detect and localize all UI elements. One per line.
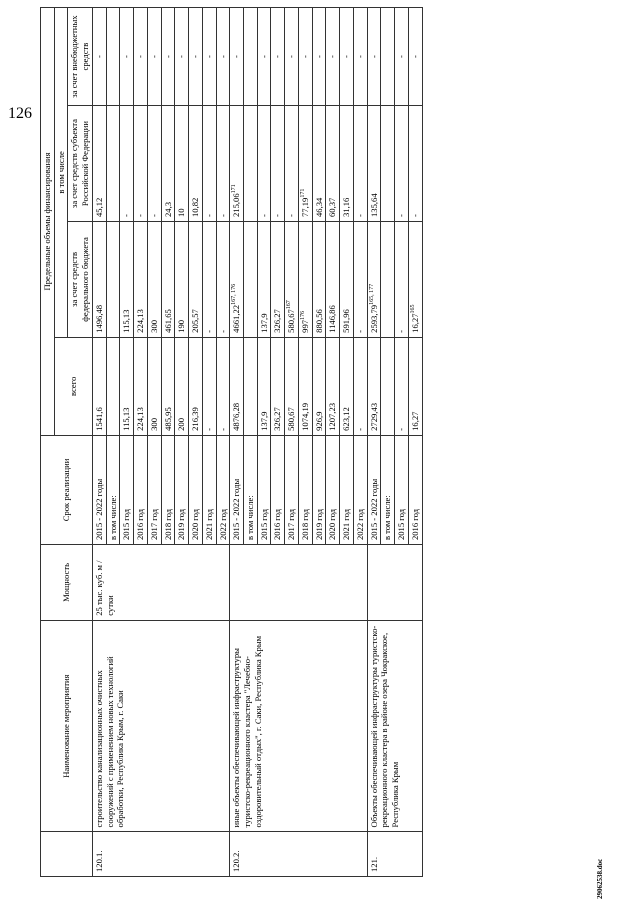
extra-cell-value: - [258, 55, 269, 58]
subject-cell [285, 106, 299, 222]
total-cell-value: 1074,19 [299, 402, 310, 431]
subject-cell-value: 60,37 [327, 197, 338, 217]
extra-cell [408, 8, 422, 106]
subject-cell-value: - [148, 214, 159, 217]
subject-cell [271, 106, 285, 222]
period-cell [326, 435, 340, 544]
period-cell-value: 2017 год [148, 508, 159, 541]
subject-cell-footnote: 171 [300, 188, 307, 198]
extra-cell [340, 8, 354, 106]
total-cell [353, 337, 367, 435]
total-cell-value: 623,12 [341, 407, 352, 431]
measure-name: строительство канализационных очистных сооружений с применением новых технологий обработки, Республика Крым, г. Саки [92, 620, 229, 832]
subject-cell-value: 215,06 [231, 193, 242, 217]
federal-cell [202, 221, 216, 337]
subject-cell-value: 24,3 [162, 201, 173, 217]
period-cell-value: в том числе: [245, 495, 256, 541]
federal-cell-value: 16,27 [409, 313, 420, 333]
period-cell [353, 435, 367, 544]
federal-cell [161, 221, 175, 337]
federal-cell [216, 221, 230, 337]
total-cell [340, 337, 354, 435]
total-cell [230, 337, 244, 435]
period-cell-value: 2021 год [203, 508, 214, 541]
subject-cell [161, 106, 175, 222]
period-cell [257, 435, 271, 544]
subject-cell [408, 106, 422, 222]
total-cell [395, 337, 409, 435]
row-number: 120.1. [92, 832, 229, 877]
period-cell-value: 2017 год [286, 508, 297, 541]
subject-cell-value: - [409, 214, 420, 217]
extra-cell [353, 8, 367, 106]
subject-cell [244, 106, 258, 222]
federal-cell-value: 190 [176, 319, 187, 333]
period-cell-value: 2019 год [176, 508, 187, 541]
total-cell-value: 485,95 [162, 407, 173, 431]
extra-cell [257, 8, 271, 106]
subject-cell-value: - [286, 214, 297, 217]
subject-cell-value: 45,12 [93, 197, 104, 217]
federal-cell-value: 1496,48 [93, 304, 104, 333]
federal-cell-footnote: 167, 176 [231, 283, 238, 305]
total-cell-value: 2729,43 [368, 402, 379, 431]
subject-cell-value: - [354, 214, 365, 217]
federal-cell [147, 221, 161, 337]
extra-cell-value: - [327, 55, 338, 58]
extra-cell [106, 8, 120, 106]
total-cell [244, 337, 258, 435]
extra-cell-value: - [203, 55, 214, 58]
subject-cell-value: 10,82 [190, 197, 201, 217]
period-cell [408, 435, 422, 544]
period-cell-value: 2022 год [217, 508, 228, 541]
total-cell-value: 326,27 [272, 407, 283, 431]
subject-cell-value: - [121, 214, 132, 217]
period-cell [381, 435, 395, 544]
federal-cell-value: 997 [299, 319, 310, 333]
document-id: 29062538.doc [596, 858, 604, 899]
subject-cell [134, 106, 148, 222]
period-cell [244, 435, 258, 544]
subject-cell [216, 106, 230, 222]
federal-cell-value: 4661,22 [231, 304, 242, 333]
subject-cell [230, 106, 244, 222]
total-cell-value: 200 [176, 417, 187, 431]
extra-cell [134, 8, 148, 106]
period-cell [120, 435, 134, 544]
total-cell-value: 926,9 [313, 411, 324, 431]
subject-cell-value: - [203, 214, 214, 217]
subject-cell-footnote: 171 [231, 184, 238, 194]
period-cell [92, 435, 106, 544]
extra-cell-value: - [176, 55, 187, 58]
federal-cell-value: - [396, 329, 407, 333]
federal-cell-value: 2593,79 [368, 304, 379, 333]
extra-cell-value: - [354, 55, 365, 58]
total-cell [285, 337, 299, 435]
period-cell [147, 435, 161, 544]
header-capacity: Мощность [41, 545, 93, 621]
extra-cell [147, 8, 161, 106]
page-number: 126 [8, 105, 32, 122]
period-cell-value: 2019 год [313, 508, 324, 541]
total-cell-value: 4876,28 [231, 402, 242, 431]
total-cell [298, 337, 312, 435]
period-cell [175, 435, 189, 544]
federal-cell [134, 221, 148, 337]
extra-cell-value: - [396, 55, 407, 58]
row-number: 120.2. [230, 832, 367, 877]
extra-cell [175, 8, 189, 106]
subject-cell [257, 106, 271, 222]
federal-cell [340, 221, 354, 337]
federal-cell [285, 221, 299, 337]
financing-table [40, 7, 423, 877]
subject-cell-value: 31,16 [341, 197, 352, 217]
total-cell-value: 16,27 [409, 411, 420, 431]
extra-cell [285, 8, 299, 106]
extra-cell [120, 8, 134, 106]
period-cell-value: 2018 год [162, 508, 173, 541]
subject-cell [326, 106, 340, 222]
extra-cell-value: - [368, 55, 379, 58]
subject-cell-value: - [396, 214, 407, 217]
period-cell [216, 435, 230, 544]
total-cell-value: 1207,23 [327, 402, 338, 431]
header-total: всего [54, 337, 92, 435]
extra-cell [216, 8, 230, 106]
period-cell [230, 435, 244, 544]
table-row [230, 8, 244, 877]
subject-cell [353, 106, 367, 222]
extra-cell [395, 8, 409, 106]
total-cell [271, 337, 285, 435]
federal-cell [298, 221, 312, 337]
extra-cell [367, 8, 381, 106]
total-cell [120, 337, 134, 435]
federal-cell-value: - [203, 329, 214, 333]
federal-cell [257, 221, 271, 337]
period-cell-value: 2021 год [341, 508, 352, 541]
period-cell [298, 435, 312, 544]
extra-cell [312, 8, 326, 106]
capacity: 25 тыс. куб. м / сутки [92, 545, 229, 621]
extra-cell [161, 8, 175, 106]
header-extra: за счет внебюджетных средств [68, 8, 92, 106]
subject-cell-value: 135,64 [368, 193, 379, 217]
period-cell-value: 2015 год [258, 508, 269, 541]
federal-cell [381, 221, 395, 337]
period-cell [367, 435, 381, 544]
federal-cell [326, 221, 340, 337]
subject-cell [312, 106, 326, 222]
extra-cell-value: - [341, 55, 352, 58]
subject-cell [395, 106, 409, 222]
row-number: 121. [367, 832, 422, 877]
total-cell [147, 337, 161, 435]
header-col-num [41, 832, 93, 877]
period-cell-value: 2018 год [299, 508, 310, 541]
federal-cell-value: 461,65 [162, 309, 173, 333]
total-cell-value: - [354, 428, 365, 431]
subject-cell-value: - [258, 214, 269, 217]
total-cell [175, 337, 189, 435]
header-period: Срок реализации [41, 435, 93, 544]
federal-cell [189, 221, 203, 337]
period-cell-value: 2016 год [409, 508, 420, 541]
federal-cell-value: - [217, 329, 228, 333]
total-cell-value: 224,13 [135, 407, 146, 431]
period-cell-value: 2016 год [135, 508, 146, 541]
extra-cell-value: - [409, 55, 420, 58]
extra-cell [271, 8, 285, 106]
total-cell [161, 337, 175, 435]
subject-cell-value: 77,19 [299, 197, 310, 217]
federal-cell [271, 221, 285, 337]
federal-cell-value: 115,13 [121, 309, 132, 333]
federal-cell [408, 221, 422, 337]
period-cell-value: 2020 год [190, 508, 201, 541]
extra-cell-value: - [286, 55, 297, 58]
subject-cell [202, 106, 216, 222]
subject-cell [92, 106, 106, 222]
subject-cell [106, 106, 120, 222]
extra-cell-value: - [121, 55, 132, 58]
federal-cell-value: 224,13 [135, 309, 146, 333]
total-cell [189, 337, 203, 435]
total-cell-value: 216,39 [190, 407, 201, 431]
total-cell [408, 337, 422, 435]
period-cell-value: в том числе: [382, 495, 393, 541]
period-cell [271, 435, 285, 544]
capacity [230, 545, 367, 621]
measure-name: иные объекты обеспечивающей инфраструктуры туристско-рекреационного кластера "Лечебно-оздоровительный отдых", г. Саки, Республика Крым [230, 620, 367, 832]
header-limit-title: Предельные объемы финансирования [41, 8, 55, 436]
header-federal: за счет средств федерального бюджета [68, 221, 92, 337]
extra-cell-value: - [217, 55, 228, 58]
header-subject: за счет средств субъекта Российской Федерации [68, 106, 92, 222]
federal-cell [175, 221, 189, 337]
subject-cell [120, 106, 134, 222]
extra-cell [326, 8, 340, 106]
total-cell [202, 337, 216, 435]
total-cell [367, 337, 381, 435]
table-row [92, 8, 106, 877]
federal-cell-footnote: 176 [300, 310, 307, 320]
federal-cell [92, 221, 106, 337]
total-cell [106, 337, 120, 435]
federal-cell-value: 137,9 [258, 313, 269, 333]
extra-cell-value: - [313, 55, 324, 58]
subject-cell [147, 106, 161, 222]
total-cell-value: 580,67 [286, 407, 297, 431]
extra-cell-value: - [135, 55, 146, 58]
extra-cell [381, 8, 395, 106]
period-cell-value: 2022 год [354, 508, 365, 541]
federal-cell-value: - [354, 329, 365, 333]
extra-cell-value: - [272, 55, 283, 58]
total-cell-value: - [203, 428, 214, 431]
subject-cell [367, 106, 381, 222]
period-cell [202, 435, 216, 544]
period-cell-value: 2015 год [121, 508, 132, 541]
capacity [367, 545, 422, 621]
federal-cell-value: 326,27 [272, 309, 283, 333]
period-cell-value: 2015 год [396, 508, 407, 541]
subject-cell [175, 106, 189, 222]
federal-cell-value: 1146,86 [327, 305, 338, 333]
extra-cell-value: - [190, 55, 201, 58]
subject-cell [189, 106, 203, 222]
subject-cell-value: 10 [176, 208, 187, 217]
federal-cell-value: 580,67 [286, 309, 297, 333]
extra-cell-value: - [162, 55, 173, 58]
federal-cell-footnote: 165 [409, 304, 416, 314]
federal-cell [230, 221, 244, 337]
extra-cell [244, 8, 258, 106]
total-cell [257, 337, 271, 435]
total-cell-value: 300 [148, 417, 159, 431]
federal-cell-footnote: 165, 177 [368, 283, 375, 305]
subject-cell [298, 106, 312, 222]
subject-cell [340, 106, 354, 222]
period-cell [134, 435, 148, 544]
header-incl: в том числе [54, 8, 68, 338]
total-cell-value: - [217, 428, 228, 431]
period-cell-value: 2020 год [327, 508, 338, 541]
federal-cell-value: 880,56 [313, 309, 324, 333]
total-cell [326, 337, 340, 435]
extra-cell [189, 8, 203, 106]
period-cell [340, 435, 354, 544]
table-row [367, 8, 381, 877]
federal-cell-value: 300 [148, 319, 159, 333]
period-cell-value: 2015 - 2022 годы [368, 478, 379, 541]
federal-cell [395, 221, 409, 337]
federal-cell-value: 591,96 [341, 309, 352, 333]
subject-cell-value: - [135, 214, 146, 217]
federal-cell [244, 221, 258, 337]
federal-cell [367, 221, 381, 337]
extra-cell [202, 8, 216, 106]
total-cell-value: 1541,6 [93, 407, 104, 431]
period-cell [189, 435, 203, 544]
period-cell-value: в том числе: [107, 495, 118, 541]
total-cell [92, 337, 106, 435]
total-cell [381, 337, 395, 435]
period-cell-value: 2015 - 2022 годы [93, 478, 104, 541]
measure-name: Объекты обеспечивающей инфраструктуры туристско-рекреационного кластера в районе озера Чокракское, Республика Крым [367, 620, 422, 832]
period-cell [312, 435, 326, 544]
federal-cell [312, 221, 326, 337]
federal-cell-value: 205,57 [190, 309, 201, 333]
table-body [92, 8, 422, 877]
extra-cell-value: - [231, 55, 242, 58]
period-cell [395, 435, 409, 544]
total-cell-value: 137,9 [258, 411, 269, 431]
period-cell-value: 2015 - 2022 годы [231, 478, 242, 541]
extra-cell [298, 8, 312, 106]
total-cell-value: - [396, 428, 407, 431]
subject-cell-value: - [217, 214, 228, 217]
extra-cell-value: - [299, 55, 310, 58]
period-cell [161, 435, 175, 544]
period-cell-value: 2016 год [272, 508, 283, 541]
header-name: Наименование мероприятия [41, 620, 93, 832]
subject-cell [381, 106, 395, 222]
extra-cell [230, 8, 244, 106]
federal-cell [353, 221, 367, 337]
subject-cell-value: - [272, 214, 283, 217]
period-cell [106, 435, 120, 544]
total-cell [312, 337, 326, 435]
total-cell [134, 337, 148, 435]
extra-cell-value: - [148, 55, 159, 58]
total-cell-value: 115,13 [121, 407, 132, 431]
subject-cell-value: 46,34 [313, 197, 324, 217]
period-cell [285, 435, 299, 544]
federal-cell-footnote: 167 [286, 300, 293, 310]
total-cell [216, 337, 230, 435]
extra-cell-value: - [93, 55, 104, 58]
federal-cell [106, 221, 120, 337]
federal-cell [120, 221, 134, 337]
extra-cell [92, 8, 106, 106]
